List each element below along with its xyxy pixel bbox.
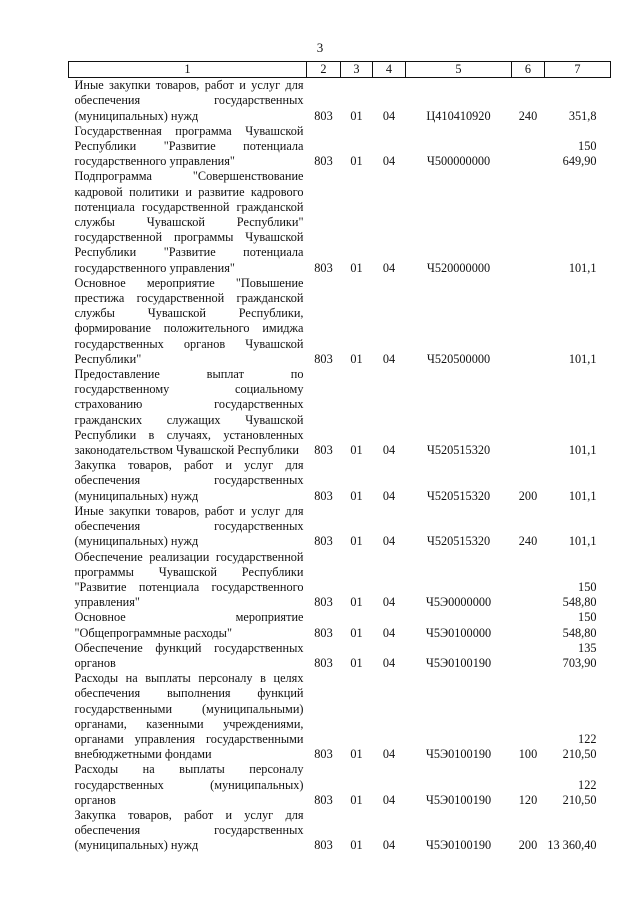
- row-name-cell: Основное мероприятие "Общепрограммные расходы": [74, 610, 304, 640]
- row-admin-code-cell: 803: [314, 260, 333, 275]
- row-target-article-cell: Ч5Э0100190: [425, 838, 492, 853]
- row-amount-cell: 150 548,80: [562, 610, 597, 640]
- row-section-cell: 01: [350, 443, 363, 458]
- column-header: 3: [341, 62, 373, 78]
- row-amount-cell: 122 210,50: [562, 777, 597, 807]
- row-target-article-cell: Ч520515320: [426, 443, 491, 458]
- row-name-cell: Закупка товаров, работ и услуг для обеспечения государственных (муниципальных) нужд: [74, 458, 304, 503]
- row-amount-cell: 150 548,80: [562, 579, 597, 610]
- table-row: [69, 169, 611, 275]
- row-subsection-cell: 04: [382, 534, 396, 549]
- row-target-article-cell: Ч5Э0100190: [425, 792, 492, 807]
- row-amount-cell: 150 649,90: [562, 139, 597, 169]
- row-amount-cell: 351,8: [568, 108, 597, 123]
- table-row: [69, 641, 611, 671]
- row-target-article-cell: Ч5Э0100000: [425, 625, 492, 640]
- row-amount-cell: 13 360,40: [547, 838, 597, 853]
- row-name-cell: Иные закупки товаров, работ и услуг для обеспечения государственных (муниципальных) нужд: [74, 78, 304, 123]
- column-header: 4: [373, 62, 406, 78]
- row-section-cell: 01: [350, 534, 363, 549]
- row-amount-cell: 101,1: [568, 260, 597, 275]
- table-body: [69, 78, 611, 854]
- row-name-cell: Обеспечение реализации государственной программы Чувашской Республики "Развитие потенциала государственного управления": [74, 549, 304, 610]
- row-target-article-cell: Ч520500000: [426, 351, 491, 366]
- row-subsection-cell: 04: [382, 260, 396, 275]
- row-target-article-cell: Ч5Э0000000: [425, 595, 492, 610]
- row-expense-type-cell: [512, 169, 545, 275]
- row-admin-code-cell: 803: [314, 108, 333, 123]
- row-expense-type-cell: [512, 550, 545, 611]
- row-expense-type-cell: [512, 610, 545, 640]
- row-subsection-cell: 04: [382, 625, 396, 640]
- row-expense-type-cell: [512, 641, 545, 671]
- row-target-article-cell: Ч5Э0100190: [425, 655, 492, 670]
- row-section-cell: 01: [350, 108, 363, 123]
- table-row: [69, 504, 611, 550]
- row-admin-code-cell: 803: [314, 351, 333, 366]
- row-amount-cell: 101,1: [568, 534, 597, 549]
- row-subsection-cell: 04: [382, 108, 396, 123]
- column-header: 7: [545, 62, 611, 78]
- row-section-cell: 01: [350, 595, 363, 610]
- table-row: [69, 610, 611, 640]
- row-section-cell: 01: [350, 488, 363, 503]
- row-subsection-cell: 04: [382, 747, 396, 762]
- row-admin-code-cell: 803: [314, 595, 333, 610]
- column-header: 1: [69, 62, 307, 78]
- row-subsection-cell: 04: [382, 488, 396, 503]
- row-subsection-cell: 04: [382, 154, 396, 169]
- row-target-article-cell: Ч520515320: [426, 534, 491, 549]
- table-row: [69, 458, 611, 504]
- column-header: 2: [307, 62, 341, 78]
- row-section-cell: 01: [350, 792, 363, 807]
- row-amount-cell: 101,1: [568, 443, 597, 458]
- row-subsection-cell: 04: [382, 443, 396, 458]
- row-name-cell: Расходы на выплаты персоналу государственных (муниципальных) органов: [74, 762, 304, 807]
- row-name-cell: Расходы на выплаты персоналу в целях обеспечения выполнения функций государственными (муниципальными) органами, казенными учреждениями, органами управления государственными внебюджетными фондами: [74, 671, 304, 762]
- column-header: 5: [406, 62, 512, 78]
- row-expense-type-cell: [512, 124, 545, 170]
- table-row: [69, 808, 611, 854]
- table-row: [69, 124, 611, 170]
- row-admin-code-cell: 803: [314, 488, 333, 503]
- row-name-cell: Иные закупки товаров, работ и услуг для обеспечения государственных (муниципальных) нужд: [74, 503, 304, 549]
- row-admin-code-cell: 803: [314, 792, 333, 807]
- row-expense-type-cell: 200: [518, 838, 538, 853]
- row-target-article-cell: Ч500000000: [426, 154, 491, 169]
- row-expense-type-cell: [512, 367, 545, 458]
- row-expense-type-cell: [512, 276, 545, 367]
- row-target-article-cell: Ч520515320: [426, 488, 491, 503]
- row-target-article-cell: Ч5Э0100190: [425, 747, 492, 762]
- row-section-cell: 01: [350, 625, 363, 640]
- row-amount-cell: 101,1: [568, 488, 597, 503]
- row-expense-type-cell: 120: [518, 792, 538, 807]
- row-admin-code-cell: 803: [314, 154, 333, 169]
- row-name-cell: Обеспечение функций государственных органов: [74, 640, 304, 670]
- row-subsection-cell: 04: [382, 351, 396, 366]
- table-row: [69, 367, 611, 458]
- row-name-cell: Предоставление выплат по государственному социальному страхованию государственных гражданских служащих Чувашской Республики в случаях, установленных законодательством Чувашской Республики: [74, 367, 304, 458]
- budget-table: [68, 61, 611, 854]
- table-row: [69, 550, 611, 611]
- row-name-cell: Закупка товаров, работ и услуг для обеспечения государственных (муниципальных) нужд: [74, 807, 304, 853]
- row-subsection-cell: 04: [382, 792, 396, 807]
- table-row: [69, 762, 611, 808]
- row-section-cell: 01: [350, 747, 363, 762]
- row-expense-type-cell: 100: [518, 747, 538, 762]
- row-admin-code-cell: 803: [314, 838, 333, 853]
- row-subsection-cell: 04: [382, 838, 396, 853]
- table-row: [69, 276, 611, 367]
- row-admin-code-cell: 803: [314, 534, 333, 549]
- row-admin-code-cell: 803: [314, 747, 333, 762]
- row-section-cell: 01: [350, 655, 363, 670]
- row-expense-type-cell: 240: [518, 108, 538, 123]
- row-target-article-cell: Ч520000000: [426, 260, 491, 275]
- row-amount-cell: 135 703,90: [562, 640, 597, 670]
- row-amount-cell: 101,1: [568, 351, 597, 366]
- row-subsection-cell: 04: [382, 595, 396, 610]
- row-admin-code-cell: 803: [314, 443, 333, 458]
- page-number: 3: [316, 40, 324, 55]
- table-header-row: [69, 62, 611, 78]
- row-section-cell: 01: [350, 154, 363, 169]
- row-admin-code-cell: 803: [314, 655, 333, 670]
- row-admin-code-cell: 803: [314, 625, 333, 640]
- row-target-article-cell: Ц410410920: [426, 108, 491, 123]
- row-name-cell: Основное мероприятие "Повышение престижа государственной гражданской службы Чувашской Республики, формирование положительного имиджа государственных органов Чувашской Республики": [74, 275, 304, 366]
- row-section-cell: 01: [350, 838, 363, 853]
- row-expense-type-cell: 200: [518, 488, 538, 503]
- row-section-cell: 01: [350, 260, 363, 275]
- column-header: 6: [512, 62, 545, 78]
- row-subsection-cell: 04: [382, 655, 396, 670]
- table-row: [69, 78, 611, 124]
- row-amount-cell: 122 210,50: [562, 731, 597, 762]
- row-expense-type-cell: 240: [518, 534, 538, 549]
- row-section-cell: 01: [350, 351, 363, 366]
- table-row: [69, 671, 611, 762]
- row-name-cell: Государственная программа Чувашской Республики "Развитие потенциала государственного управления": [74, 123, 304, 169]
- row-name-cell: Подпрограмма "Совершенствование кадровой политики и развитие кадрового потенциала государственной гражданской службы Чувашской Республики" государственной программы Чувашской Республики "Развитие потенциала государственного управления": [74, 169, 304, 275]
